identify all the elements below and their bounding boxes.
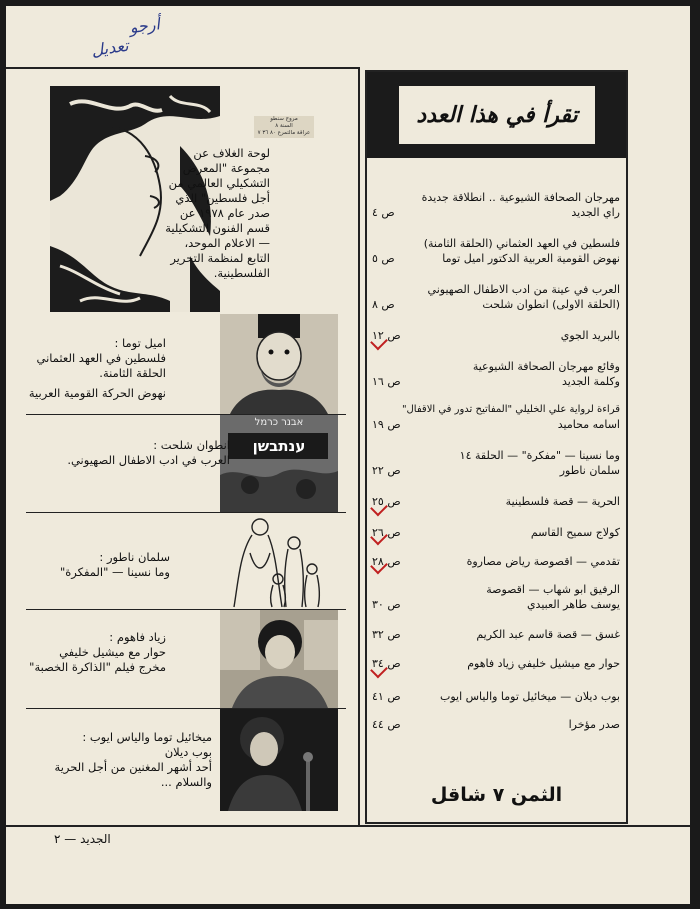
caption-line: وما نسينا — "المفكرة" — [59, 565, 170, 579]
toc-entry: بوب ديلان — ميخائيل توما والياس ايوب ص ٤١ — [372, 690, 620, 703]
table-of-contents — [365, 70, 628, 824]
contents-banner — [367, 72, 626, 158]
caption-block — [20, 550, 170, 580]
caption-line: الفلسطينية. — [213, 266, 270, 280]
toc-entry: بالبريد الجوي ص ١٢ — [372, 328, 620, 343]
caption-line: العرب في ادب الاطفال الصهيوني. — [67, 453, 230, 467]
caption-line: صدر عام ١٩٧٨ عن — [179, 206, 270, 220]
price-label: الثمن ٧ شاقل — [430, 784, 563, 806]
contents-title: تقرأ في هذا العدد — [399, 86, 595, 144]
caption-line: بوب ديلان — [164, 745, 212, 759]
caption-block — [6, 336, 166, 401]
caption-line: أجل فلسطين" الذي — [175, 191, 270, 205]
toc-entry: غسق — قصة قاسم عبد الكريم ص ٣٢ — [372, 628, 620, 641]
caption-line: مخرج فيلم "الذاكرة الخصبة" — [29, 660, 166, 674]
handwritten-line: أرجو — [128, 14, 161, 38]
caption-block — [12, 730, 212, 790]
top-rule — [6, 67, 358, 69]
figures-sketch — [220, 513, 338, 609]
poster-title: ענתבשן — [252, 437, 306, 455]
caption-line: زياد فاهوم : — [109, 630, 166, 644]
toc-entry: صدر مؤخرا ص ٤٤ — [372, 718, 620, 731]
handwritten-line: تعديل — [90, 35, 130, 60]
magazine-page — [6, 6, 690, 904]
toc-entry: العرب في عينة من ادب الاطفال الصهيوني (الحلقة الاولى) انطوان شلحت ص ٨ — [372, 283, 620, 311]
caption-line: والسلام ... — [160, 775, 212, 789]
caption-line: التشكيلي العالمي من — [168, 176, 270, 190]
handwritten-note — [88, 15, 163, 59]
stamp-box — [254, 116, 314, 138]
caption-line: انطوان شلحت : — [153, 438, 230, 452]
caption-line: فلسطين في العهد العثماني — [36, 351, 166, 365]
poster-author: אבנר כרמל — [254, 417, 304, 428]
column-divider — [358, 67, 360, 827]
bottom-rule — [6, 825, 690, 827]
stamp-line: السنة ٨ — [275, 123, 293, 129]
caption-block — [30, 438, 230, 468]
caption-line: سلمان ناطور : — [99, 550, 170, 564]
dylan-photo — [220, 709, 338, 811]
toc-entry: مهرجان الصحافة الشيوعية .. انطلاقة جديدة راي الجديد ص ٤ — [372, 191, 620, 219]
book-cover-photo — [220, 415, 338, 512]
caption-line: اميل توما : — [114, 336, 166, 350]
caption-line: نهوض الحركة القومية العربية — [28, 386, 166, 400]
cover-caption — [152, 146, 270, 281]
stamp-line: مروج سنطو — [270, 116, 298, 122]
caption-line: لوحة الغلاف عن — [193, 146, 270, 160]
toc-entry: الحرية — قصة فلسطينية ص ٢٥ — [372, 494, 620, 509]
toc-entry: وما نسينا — "مفكرة" — الحلقة ١٤ سلمان ناطور ص ٢٢ — [372, 449, 620, 477]
caption-line: ميخائيل توما والياس ايوب : — [82, 730, 212, 744]
page-footer: الجديد — ٢ — [54, 832, 111, 846]
toc-entry: تقدمي — اقصوصة رياض مصاروة ص ٢٨ — [372, 554, 620, 569]
toc-entry: فلسطين في العهد العثماني (الحلقة الثامنة) نهوض القومية العربية الدكتور اميل توما ص ٥ — [372, 237, 620, 265]
caption-line: مجموعة "المعرض — [182, 161, 270, 175]
toc-entry: حوار مع ميشيل خليفي زياد فاهوم ص ٣٤ — [372, 656, 620, 671]
caption-line: — الاعلام الموحد، — [184, 236, 270, 250]
caption-line: حوار مع ميشيل خليفي — [59, 645, 166, 659]
caption-line: قسم الفنون التشكيلية — [165, 221, 270, 235]
khleifi-photo — [220, 610, 338, 708]
toc-entry: كولاج سميح القاسم ص ٢٦ — [372, 525, 620, 540]
caption-line: الحلقة الثامنة. — [99, 366, 166, 380]
ottoman-portrait-photo — [220, 314, 338, 414]
toc-entry: قراءة لرواية علي الخليلي "المفاتيح تدور في الاقفال" اسامه محاميد ص ١٩ — [372, 404, 620, 431]
toc-entry: الرفيق ابو شهاب — اقصوصة يوسف طاهر العبيدي ص ٣٠ — [372, 583, 620, 611]
caption-line: أحد أشهر المغنين من أجل الحرية — [54, 760, 212, 774]
caption-block — [6, 630, 166, 675]
caption-line: التابع لمنظمة التحرير — [170, 251, 270, 265]
toc-entry: وقائع مهرجان الصحافة الشيوعية وكلمة الجديد ص ١٦ — [372, 360, 620, 388]
stamp-line: عراقة مالتمرع ٨٠ ٣٦ ٧ — [257, 130, 311, 136]
